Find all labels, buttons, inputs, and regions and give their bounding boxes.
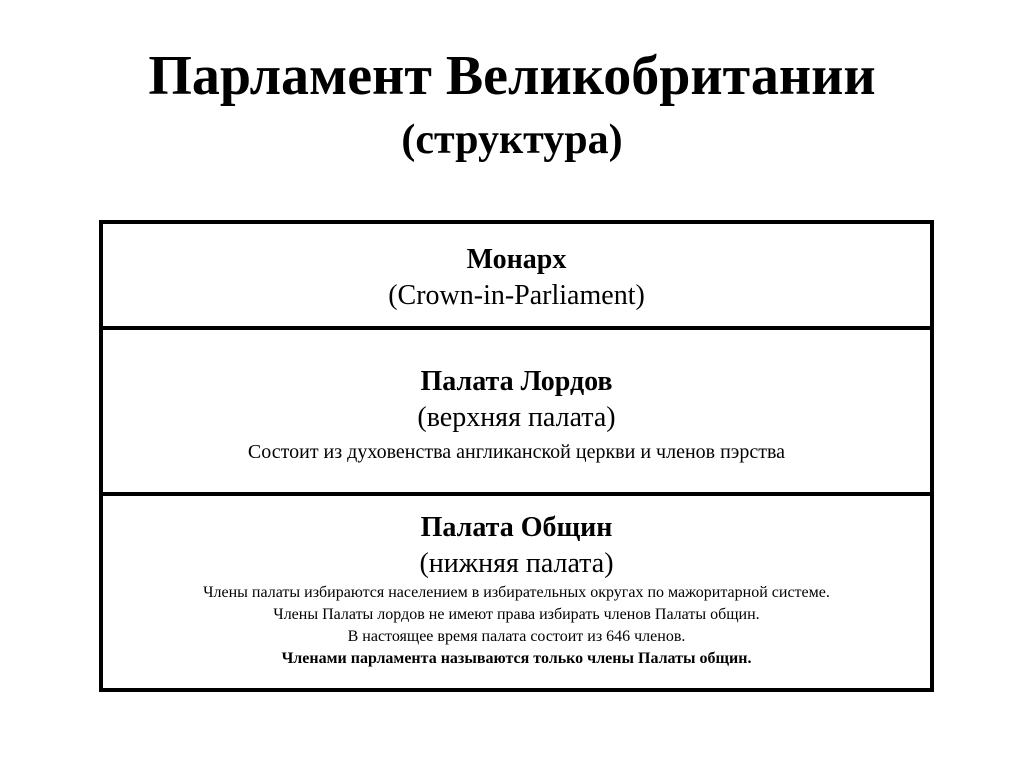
house-of-commons-note-lords-rights: Члены Палаты лордов не имеют права избирать членов Палаты общин.	[273, 606, 760, 623]
monarch-heading: Монарх	[466, 244, 567, 275]
house-of-commons-note-mps: Членами парламента называются только члены Палаты общин.	[281, 650, 752, 667]
page-subtitle: (структура)	[401, 117, 623, 163]
monarch-subheading: (Crown-in-Parliament)	[388, 280, 645, 311]
house-of-lords-subheading: (верхняя палата)	[417, 402, 616, 433]
house-of-commons-note-members-count: В настоящее время палата состоит из 646 членов.	[347, 628, 686, 645]
house-of-commons-note-election: Члены палаты избираются населением в избирательных округах по мажоритарной системе.	[203, 584, 830, 601]
house-of-commons-block	[103, 496, 930, 688]
house-of-lords-heading: Палата Лордов	[420, 366, 613, 397]
page-title: Парламент Великобритании	[148, 45, 876, 107]
house-of-commons-heading: Палата Общин	[420, 512, 613, 543]
house-of-commons-subheading: (нижняя палата)	[419, 548, 614, 579]
house-of-lords-block	[103, 330, 930, 496]
house-of-lords-description: Состоит из духовенства англиканской церкви и членов пэрства	[247, 441, 786, 463]
monarch-block	[103, 224, 930, 330]
parliament-structure-table	[99, 220, 934, 692]
